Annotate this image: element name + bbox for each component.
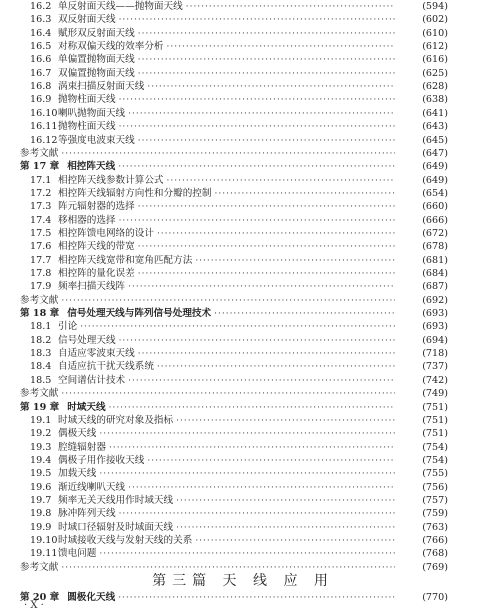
section-title: 馈电问题 [58, 548, 97, 560]
references-label: 参考文献 [20, 388, 59, 400]
section-title: 空间谱估计技术 [58, 374, 126, 386]
chapter-title: 圆极化天线 [67, 592, 116, 603]
page-number: (647) [422, 147, 448, 159]
section-number: 16.6 [30, 54, 52, 66]
section-number: 18.2 [30, 334, 52, 346]
page-number: (645) [422, 134, 448, 146]
page-number: (751) [422, 414, 448, 426]
leader-dots [118, 590, 395, 606]
section-number: 19.2 [30, 428, 52, 440]
section-title: 频率扫描天线阵 [58, 281, 126, 293]
section-title: 对称双偏天线的效率分析 [58, 41, 164, 53]
chapter-number: 第 20 章 [20, 592, 60, 603]
section-number: 16.12 [30, 134, 58, 146]
section-title: 单反射面天线——抛物面天线 [58, 1, 183, 12]
page-number: (769) [422, 561, 448, 573]
section-title: 频率无关天线用作时域天线 [58, 494, 174, 506]
page-number: (754) [422, 454, 448, 466]
page-number: (643) [422, 121, 448, 133]
page-number: (612) [422, 41, 448, 53]
section-number: 16.3 [30, 14, 52, 26]
section-title: 赋形双反射面天线 [58, 27, 135, 39]
page-number: (666) [422, 214, 448, 226]
page-number: (749) [422, 388, 448, 400]
section-number: 16.8 [30, 81, 52, 93]
page-number: (594) [422, 1, 448, 12]
section-number: 17.7 [30, 254, 52, 266]
page-number: (759) [422, 508, 448, 520]
references-label: 参考文献 [20, 147, 59, 159]
page-number: (768) [422, 548, 448, 560]
section-title: 脉冲阵列天线 [58, 508, 116, 520]
section-number: 17.1 [30, 174, 52, 186]
section-title: 相控阵的量化误差 [58, 268, 135, 279]
section-number: 19.6 [30, 481, 52, 493]
section-title: 时域口径辐射及时域面天线 [58, 521, 174, 533]
section-title: 相控阵天线参数计算公式 [58, 174, 164, 186]
page-number: (672) [422, 227, 448, 239]
section-title: 移相器的选择 [58, 214, 116, 226]
section-title: 引论 [58, 321, 78, 333]
section-number: 18.4 [30, 361, 52, 373]
page-number: (692) [422, 294, 448, 306]
section-title: 时域天线的研究对象及指标 [58, 414, 174, 426]
chapter-number: 第 19 章 [20, 401, 60, 413]
references-label: 参考文献 [20, 294, 59, 306]
section-title: 等强度电波束天线 [58, 134, 135, 146]
section-title: 偶极天线 [58, 428, 97, 440]
page-number: (756) [422, 481, 448, 493]
chapter-title: 时域天线 [67, 401, 106, 413]
chapter-title: 相控阵天线 [67, 161, 116, 173]
page-number: (694) [422, 334, 448, 346]
section-number: 19.9 [30, 521, 52, 533]
page-number: (602) [422, 14, 448, 26]
section-number: 17.3 [30, 201, 52, 213]
page-number: (751) [422, 428, 448, 440]
section-number: 16.11 [30, 121, 58, 133]
section-number: 17.5 [30, 227, 52, 239]
section-number: 19.5 [30, 468, 52, 480]
section-number: 17.2 [30, 187, 52, 199]
section-title: 相控阵天线宽带和宽角匹配方法 [58, 254, 193, 266]
page-number: (610) [422, 27, 448, 39]
section-title: 信号处理天线 [58, 334, 116, 346]
part-title: 第三篇 天 线 应 用 [152, 573, 334, 589]
page-number: (638) [422, 94, 448, 106]
page-number: (681) [422, 254, 448, 266]
page-number: (693) [422, 308, 448, 320]
section-number: 16.9 [30, 94, 52, 106]
section-number: 16.10 [30, 107, 58, 119]
page-number: (766) [422, 535, 448, 546]
section-number: 19.8 [30, 508, 52, 520]
section-title: 时域接收天线与发射天线的关系 [58, 535, 193, 546]
section-title: 渐近线喇叭天线 [58, 481, 126, 493]
page-number: (687) [422, 281, 448, 293]
section-title: 相控阵天线辐射方向性和分瓣的控制 [58, 187, 212, 199]
section-title: 单偏置抛物面天线 [58, 54, 135, 66]
section-title: 抛物柱面天线 [58, 94, 116, 106]
section-title: 自适应抗干扰天线系统 [58, 361, 154, 373]
section-number: 16.4 [30, 27, 52, 39]
page-number: (737) [422, 361, 448, 373]
section-title: 涡束扫描反射面天线 [58, 81, 145, 93]
page-number: (754) [422, 441, 448, 453]
section-number: 17.4 [30, 214, 52, 226]
page-number: (628) [422, 81, 448, 93]
section-title: 喇叭抛物面天线 [58, 107, 126, 119]
section-number: 16.7 [30, 67, 52, 79]
section-title: 双反射面天线 [58, 14, 116, 26]
section-title: 加载天线 [58, 468, 97, 480]
page-number: (763) [422, 521, 448, 533]
section-number: 19.1 [30, 414, 52, 426]
section-number: 17.9 [30, 281, 52, 293]
section-title: 相控阵馈电网络的设计 [58, 227, 154, 239]
toc-row-chapter-20 [0, 590, 486, 606]
section-number: 18.1 [30, 321, 52, 333]
section-title: 抛物柱面天线 [58, 121, 116, 133]
section-number: 18.5 [30, 374, 52, 386]
chapter-number: 第 18 章 [20, 308, 60, 320]
section-title: 自适应零波束天线 [58, 348, 135, 360]
section-number: 16.5 [30, 41, 52, 53]
section-number: 19.7 [30, 494, 52, 506]
section-number: 17.6 [30, 241, 52, 253]
section-number: 18.3 [30, 348, 52, 360]
page-number: (625) [422, 67, 448, 79]
section-number: 19.3 [30, 441, 52, 453]
page-number: (616) [422, 54, 448, 66]
chapter-title: 信号处理天线与阵列信号处理技术 [67, 308, 212, 320]
page-number: (718) [422, 348, 448, 360]
section-title: 阵元辐射器的选择 [58, 201, 135, 213]
chapter-number: 第 17 章 [20, 161, 60, 173]
page-number: (693) [422, 321, 448, 333]
page-number: (649) [422, 174, 448, 186]
section-title: 偶极子用作接收天线 [58, 454, 145, 466]
page-number: (755) [422, 468, 448, 480]
section-number: 17.8 [30, 268, 52, 279]
section-number: 16.2 [30, 1, 52, 12]
page-number: (751) [422, 401, 448, 413]
section-number: 19.4 [30, 454, 52, 466]
page-number: (684) [422, 268, 448, 279]
section-title: 相控阵天线的带宽 [58, 241, 135, 253]
section-title: 腔缝辐射器 [58, 441, 106, 453]
references-label: 参考文献 [20, 561, 59, 573]
section-title: 双偏置抛物面天线 [58, 67, 135, 79]
page-number: (660) [422, 201, 448, 213]
page-number: (742) [422, 374, 448, 386]
page-footer: · X · [24, 600, 44, 611]
page-number: (770) [422, 592, 448, 603]
section-number: 19.11 [30, 548, 58, 560]
page-number: (654) [422, 187, 448, 199]
page-number: (678) [422, 241, 448, 253]
page-number: (649) [422, 161, 448, 173]
section-number: 19.10 [30, 535, 58, 546]
page-number: (641) [422, 107, 448, 119]
page-number: (757) [422, 494, 448, 506]
